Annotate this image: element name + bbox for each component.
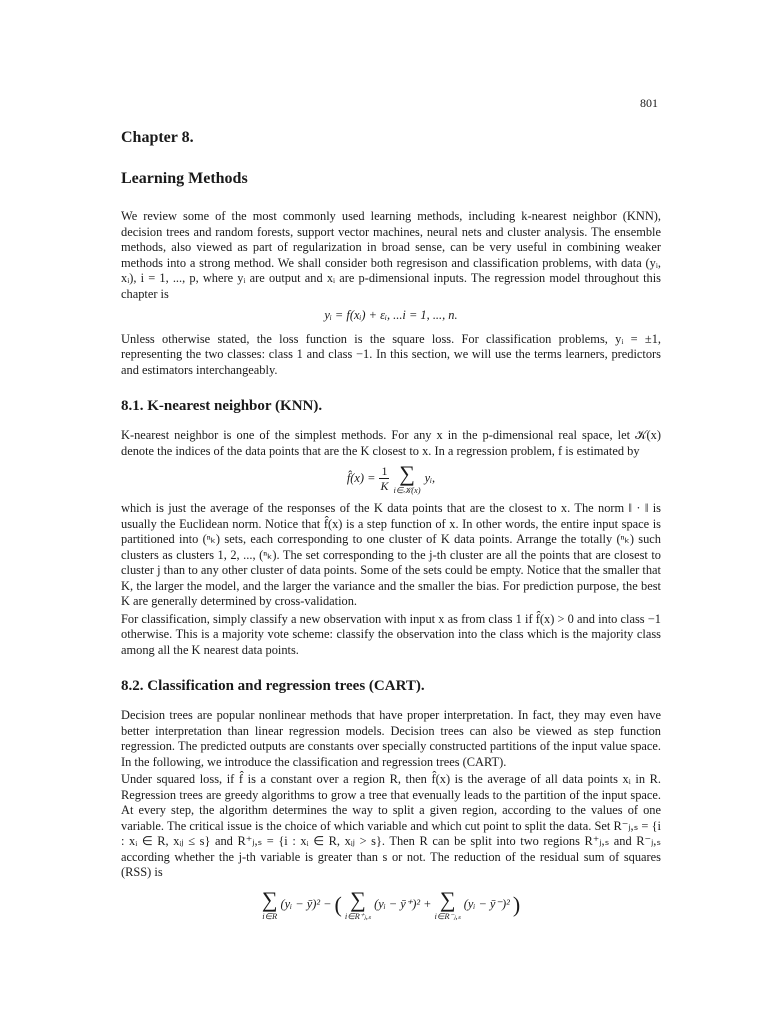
right-paren-icon: ) (512, 891, 521, 917)
rss-term-3: (yᵢ − ȳ⁻)² (463, 896, 510, 911)
cart-paragraph-2: Under squared loss, if f̂ is a constant over a region R, then f̂(x) is the average of all data points xᵢ in R. Regression trees are greedy algorithms to grow a tree that evenually leads to the partition of the input space. At every step, the algorithm determines the way to split a given region, according to the values of one variable. The critical issue is the choice of which variable and which cut point to split the data. Set R⁻ⱼ,ₛ = {i : xᵢ ∈ R, xᵢⱼ ≤ s} and R⁺ⱼ,ₛ = {i : xᵢ ∈ R, xᵢⱼ > s}. Then R can be split into two regions R⁺ⱼ,ₛ and R⁻ⱼ,ₛ according whether the j-th variable is greater than s or not. The reduction of the residual sum of squares (RSS) is (121, 772, 661, 879)
rss-sum-1-subscript: i∈R (262, 910, 278, 921)
section-heading-cart: 8.2. Classification and regression trees (CART). (121, 678, 425, 694)
knn-eq-fraction (379, 465, 389, 493)
section-heading-knn: 8.1. K-nearest neighbor (KNN). (121, 398, 323, 414)
knn-paragraph-2: which is just the average of the responses of the K data points that are the closest to x. The norm ‖ · ‖ is usually the Euclidean norm. Notice that f̂(x) is a step function of x. In other words, the entire input space is partitioned into (ⁿₖ) sets, each corresponding to one cluster of K data points. Arrange the totally (ⁿₖ) such clusters as clusters 1, 2, ..., (ⁿₖ). The set corresponding to the j-th cluster are all the points that are closest to cluster j than to any other cluster of data points. Some of the sets could be empty. Notice that the smaller that K, the larger the model, and the larger the variance and the smaller the bias. For prediction purpose, the best K are generally determined by cross-validation. (121, 501, 661, 608)
chapter-title: Learning Methods (121, 170, 248, 187)
knn-paragraph-1: K-nearest neighbor is one of the simplest methods. For any x in the p-dimensional real space, let 𝒦(x) denote the indices of the data points that are the K closest to x. In a regression problem, f is estimated by (121, 428, 661, 458)
regression-model-equation: yᵢ = f(xᵢ) + εᵢ, ...i = 1, ..., n. (324, 308, 458, 322)
summation-icon: ∑ (439, 886, 456, 912)
cart-paragraph-1: Decision trees are popular nonlinear methods that have proper interpretation. In fact, they may even have better interpretation than linear regression models. Decision trees can also be viewed as step function regression. The predicted outputs are constants over specially constructed partitions of the input value space. In the following, we introduce the classification and regression trees (CART). (121, 708, 661, 769)
rss-term-1: (yᵢ − ȳ)² − (280, 896, 332, 911)
knn-eq-fraction-denominator: K (380, 479, 389, 493)
summation-icon: ∑ (399, 461, 415, 486)
rss-sum-2 (344, 886, 372, 921)
intro-paragraph-2: Unless otherwise stated, the loss function is the square loss. For classification problems, yᵢ = ±1, representing the two classes: class 1 and class −1. In this section, we will use the terms learners, predictors and estimators interchangeably. (121, 331, 661, 377)
page-content (121, 128, 661, 921)
chapter-heading: Chapter 8. (121, 129, 194, 146)
knn-eq-lhs: f̂(x) = (346, 471, 376, 486)
rss-sum-1 (261, 886, 278, 921)
left-paren-icon: ( (334, 891, 342, 917)
rss-term-2: (yᵢ − ȳ⁺)² + (374, 896, 432, 911)
knn-eq-sum-subscript: i∈𝒦(x) (393, 485, 421, 495)
knn-paragraph-3: For classification, simply classify a new observation with input x as from class 1 if f̂(x) > 0 and into class −1 otherwise. This is a majority vote scheme: classify the observation into the class which is the majority class among all the K nearest data points. (121, 611, 661, 657)
rss-sum-3 (434, 886, 461, 921)
rss-reduction-equation (121, 886, 661, 921)
summation-icon: ∑ (261, 886, 278, 912)
knn-estimator-equation (121, 463, 661, 495)
rss-sum-3-subscript: i∈R⁻ⱼ,ₛ (434, 910, 461, 921)
knn-eq-fraction-numerator: 1 (381, 464, 388, 478)
intro-paragraph: We review some of the most commonly used learning methods, including k-nearest neighbor (KNN), decision trees and random forests, support vector machines, neural nets and cluster analysis. The ensemble methods, also viewed as part of regularization in broad sense, can be very useful in combining weaker methods into a strong method. We shall consider both regresison and classification problems, with data (yᵢ, xᵢ), i = 1, ..., p, where yᵢ are output and xᵢ are p-dimensional inputs. The regression model throughout this chapter is (121, 209, 661, 301)
page-number: 801 (640, 96, 658, 110)
rss-sum-2-subscript: i∈R⁺ⱼ,ₛ (344, 910, 372, 921)
knn-eq-summation (393, 463, 420, 495)
knn-eq-rhs: yᵢ, (424, 471, 436, 486)
summation-icon: ∑ (350, 886, 366, 912)
